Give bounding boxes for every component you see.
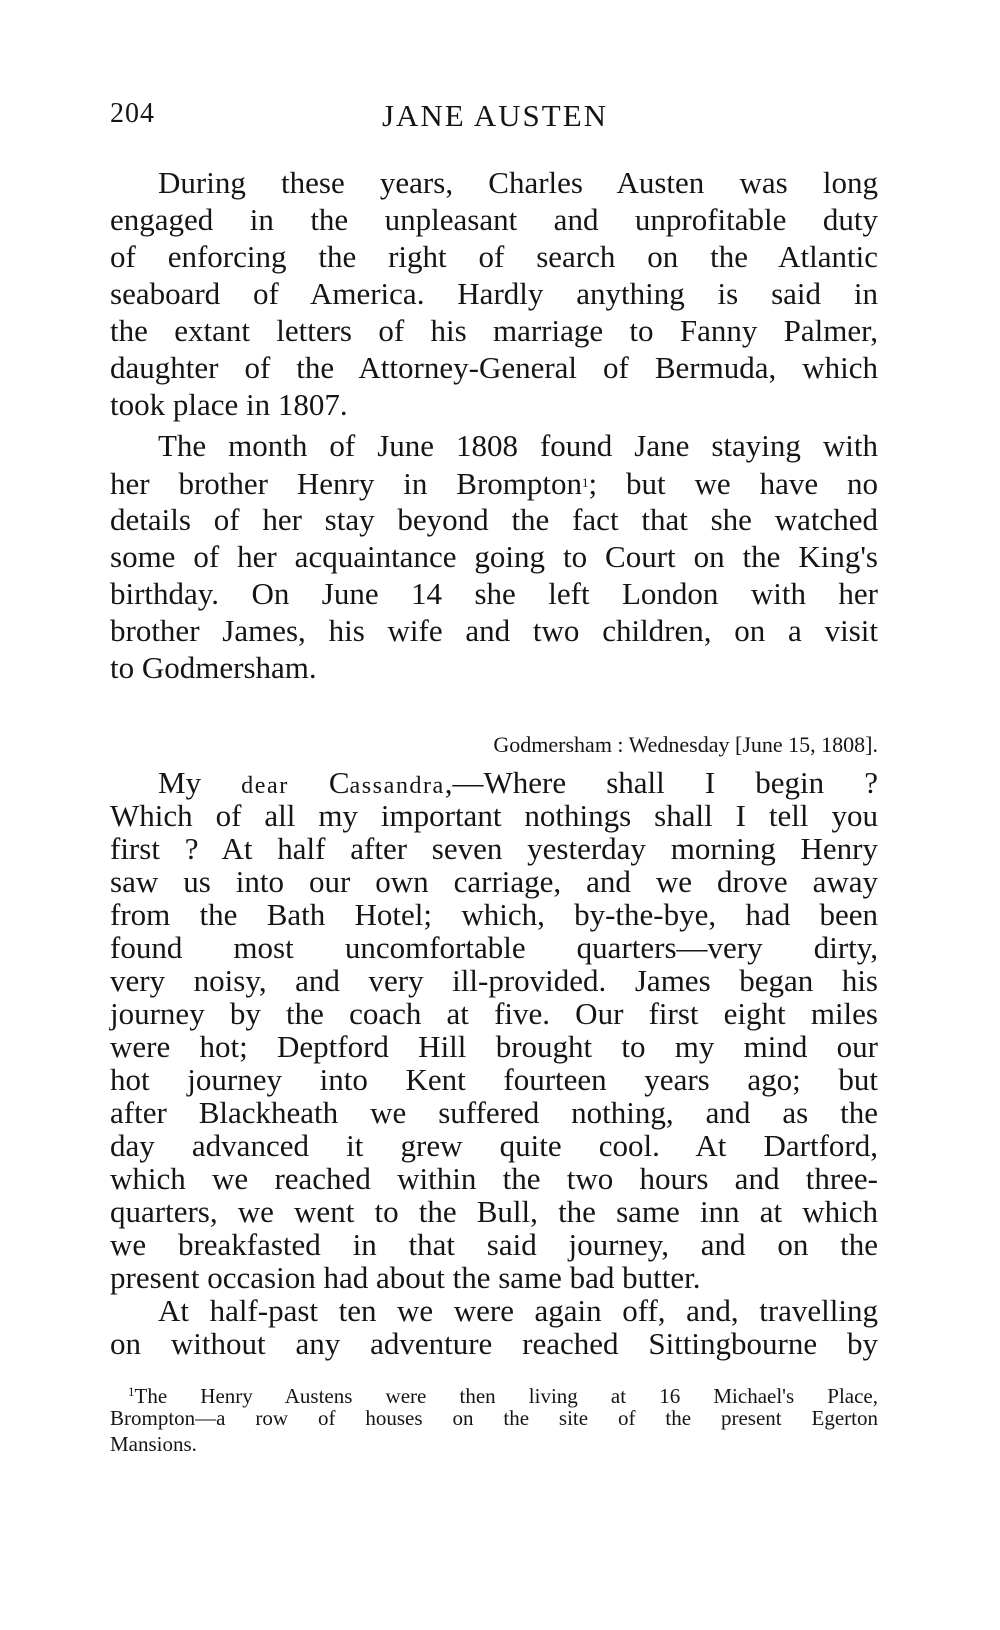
footnote-reference[interactable]: 1 xyxy=(582,475,589,490)
text-line: of enforcing the right of search on the Atlantic xyxy=(110,239,878,274)
text-line: At half-past ten we were again off, and, travelling xyxy=(158,1293,878,1328)
text-line: details of her stay beyond the fact that she watched xyxy=(110,502,878,537)
text-line: took place in 1807. xyxy=(110,387,348,422)
text-line: birthday. On June 14 she left London with her xyxy=(110,576,878,611)
running-head xyxy=(110,98,880,138)
text-line: very noisy, and very ill-provided. James began his xyxy=(110,963,878,998)
text-line: on without any adventure reached Sittingbourne by xyxy=(110,1326,878,1361)
text-line: brother James, his wife and two children, on a visit xyxy=(110,613,878,648)
text-line: first ? At half after seven yesterday morning Henry xyxy=(110,831,878,866)
text-line: The month of June 1808 found Jane staying with xyxy=(158,428,878,463)
footnote-text: The Henry Austens were then living at 16 Michael's Place, xyxy=(134,1384,878,1408)
text-line: after Blackheath we suffered nothing, and as the xyxy=(110,1095,878,1130)
text-line: found most uncomfortable quarters—very dirty, xyxy=(110,930,878,965)
text-line: daughter of the Attorney-General of Bermuda, which xyxy=(110,350,878,385)
text-line: from the Bath Hotel; which, by-the-bye, had been xyxy=(110,897,878,932)
text-line: to Godmersham. xyxy=(110,650,317,685)
text-line: we breakfasted in that said journey, and on the xyxy=(110,1227,878,1262)
text-segment: her brother Henry in Brompton xyxy=(110,466,583,501)
text-line: were hot; Deptford Hill brought to my mind our xyxy=(110,1029,878,1064)
page-number: 204 xyxy=(110,98,155,129)
text-line: quarters, we went to the Bull, the same inn at which xyxy=(110,1194,878,1229)
text-line: the extant letters of his marriage to Fanny Palmer, xyxy=(110,313,878,348)
footnote-line: Mansions. xyxy=(110,1432,197,1456)
text-line-with-note-mark xyxy=(110,464,878,502)
text-line: During these years, Charles Austen was long xyxy=(158,165,878,200)
salutation-name-initial: C xyxy=(328,765,350,800)
text-line: seaboard of America. Hardly anything is said in xyxy=(110,276,878,311)
text-line: engaged in the unpleasant and unprofitable duty xyxy=(110,202,878,237)
running-title: JANE AUSTEN xyxy=(381,98,609,133)
text-line: some of her acquaintance going to Court on the King's xyxy=(110,539,878,574)
letter-dateline: Godmersham : Wednesday [June 15, 1808]. xyxy=(493,732,878,757)
text-line: Which of all my important nothings shall I tell you xyxy=(110,798,878,833)
footnote-mark: 1 xyxy=(128,1384,135,1399)
text-line: journey by the coach at five. Our first eight miles xyxy=(110,996,878,1031)
text-line: hot journey into Kent fourteen years ago; but xyxy=(110,1062,878,1097)
salutation-continuation: ,—Where shall I begin ? xyxy=(444,765,879,800)
text-line: which we reached within the two hours and three- xyxy=(110,1161,878,1196)
text-line: day advanced it grew quite cool. At Dartford, xyxy=(110,1128,878,1163)
text-line: saw us into our own carriage, and we drove away xyxy=(110,864,878,899)
salutation-name-rest: assandra xyxy=(349,772,445,799)
footnote-line: Brompton—a row of houses on the site of the present Egerton xyxy=(110,1406,878,1430)
text-line: present occasion had about the same bad butter. xyxy=(110,1260,701,1295)
salutation-dear: dear xyxy=(241,772,289,799)
salutation-my: My xyxy=(158,765,202,800)
text-segment: ; but we have no xyxy=(588,466,878,501)
